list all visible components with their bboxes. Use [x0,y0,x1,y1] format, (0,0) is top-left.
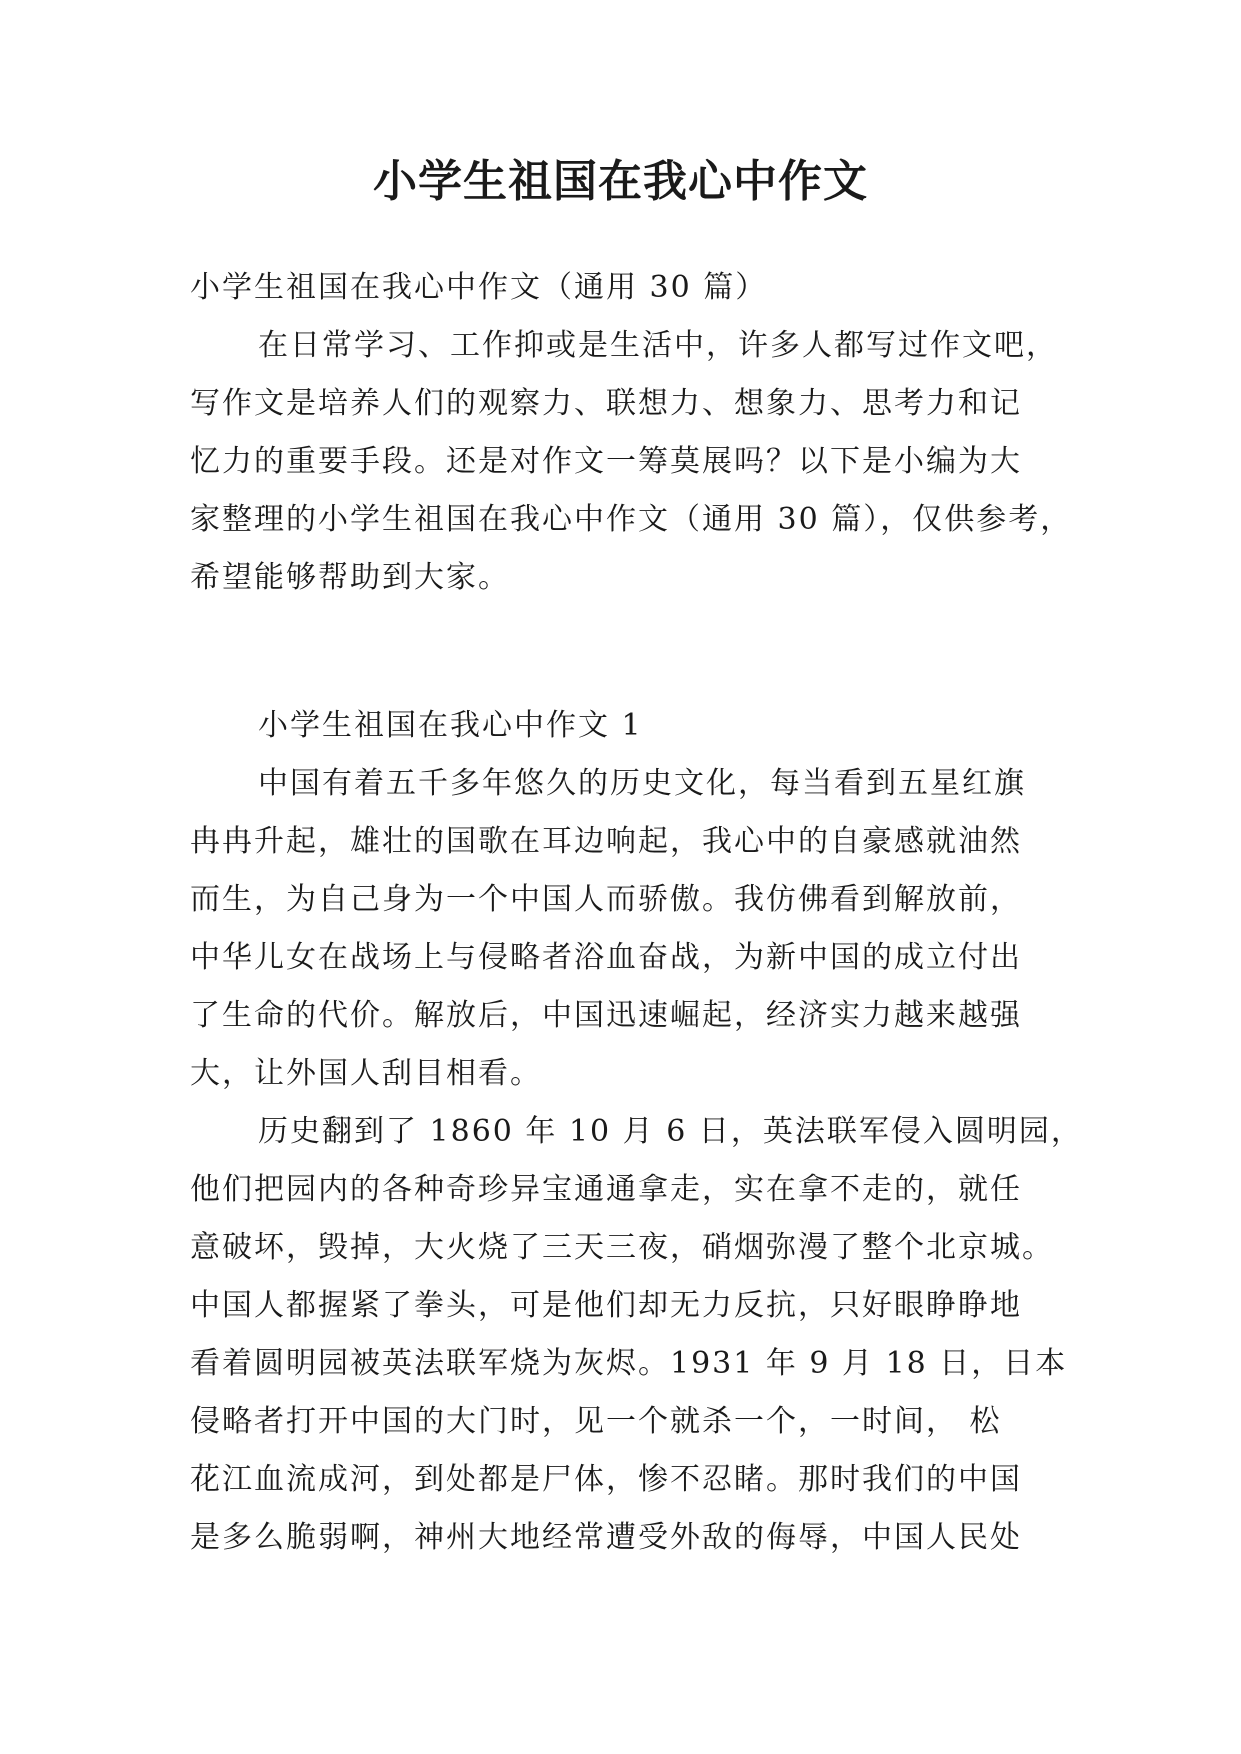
paragraph-line: 看着圆明园被英法联军烧为灰烬。1931 年 9 月 18 日，日本 [190,1346,1068,1381]
paragraph-line: 侵略者打开中国的大门时，见一个就杀一个，一时间， 松 [190,1404,1002,1439]
intro-line: 在日常学习、工作抑或是生活中，许多人都写过作文吧， [258,328,1058,363]
intro-line: 希望能够帮助到大家。 [190,560,510,595]
intro-line: 忆力的重要手段。还是对作文一筹莫展吗？以下是小编为大 [190,444,1022,479]
intro-line: 写作文是培养人们的观察力、联想力、想象力、思考力和记 [190,386,1022,421]
paragraph-line: 历史翻到了 1860 年 10 月 6 日，英法联军侵入圆明园， [258,1114,1083,1149]
intro-line: 家整理的小学生祖国在我心中作文（通用 30 篇），仅供参考， [190,502,1073,537]
paragraph-line: 意破坏，毁掉，大火烧了三天三夜，硝烟弥漫了整个北京城。 [190,1230,1054,1265]
paragraph-line: 中国人都握紧了拳头，可是他们却无力反抗，只好眼睁睁地 [190,1288,1022,1323]
paragraph-line: 是多么脆弱啊，神州大地经常遭受外敌的侮辱，中国人民处 [190,1520,1022,1555]
essay-section [190,697,1083,1567]
section-heading: 小学生祖国在我心中作文 1 [258,708,643,743]
paragraph-line: 他们把园内的各种奇珍异宝通通拿走，实在拿不走的，就任 [190,1172,1022,1207]
paragraph-line: 冉冉升起，雄壮的国歌在耳边响起，我心中的自豪感就油然 [190,824,1022,859]
paragraph-line: 花江血流成河，到处都是尸体，惨不忍睹。那时我们的中国 [190,1462,1022,1497]
paragraph-line: 大，让外国人刮目相看。 [190,1056,542,1091]
paragraph-line: 了生命的代价。解放后，中国迅速崛起，经济实力越来越强 [190,998,1022,1033]
subtitle: 小学生祖国在我心中作文（通用 30 篇） [190,270,768,305]
paragraph-line: 中国有着五千多年悠久的历史文化，每当看到五星红旗 [258,766,1026,801]
intro-block [190,259,1073,607]
document-title: 小学生祖国在我心中作文 [373,156,868,207]
paragraph-line: 中华儿女在战场上与侵略者浴血奋战，为新中国的成立付出 [190,940,1022,975]
paragraph-line: 而生，为自己身为一个中国人而骄傲。我仿佛看到解放前， [190,882,1022,917]
